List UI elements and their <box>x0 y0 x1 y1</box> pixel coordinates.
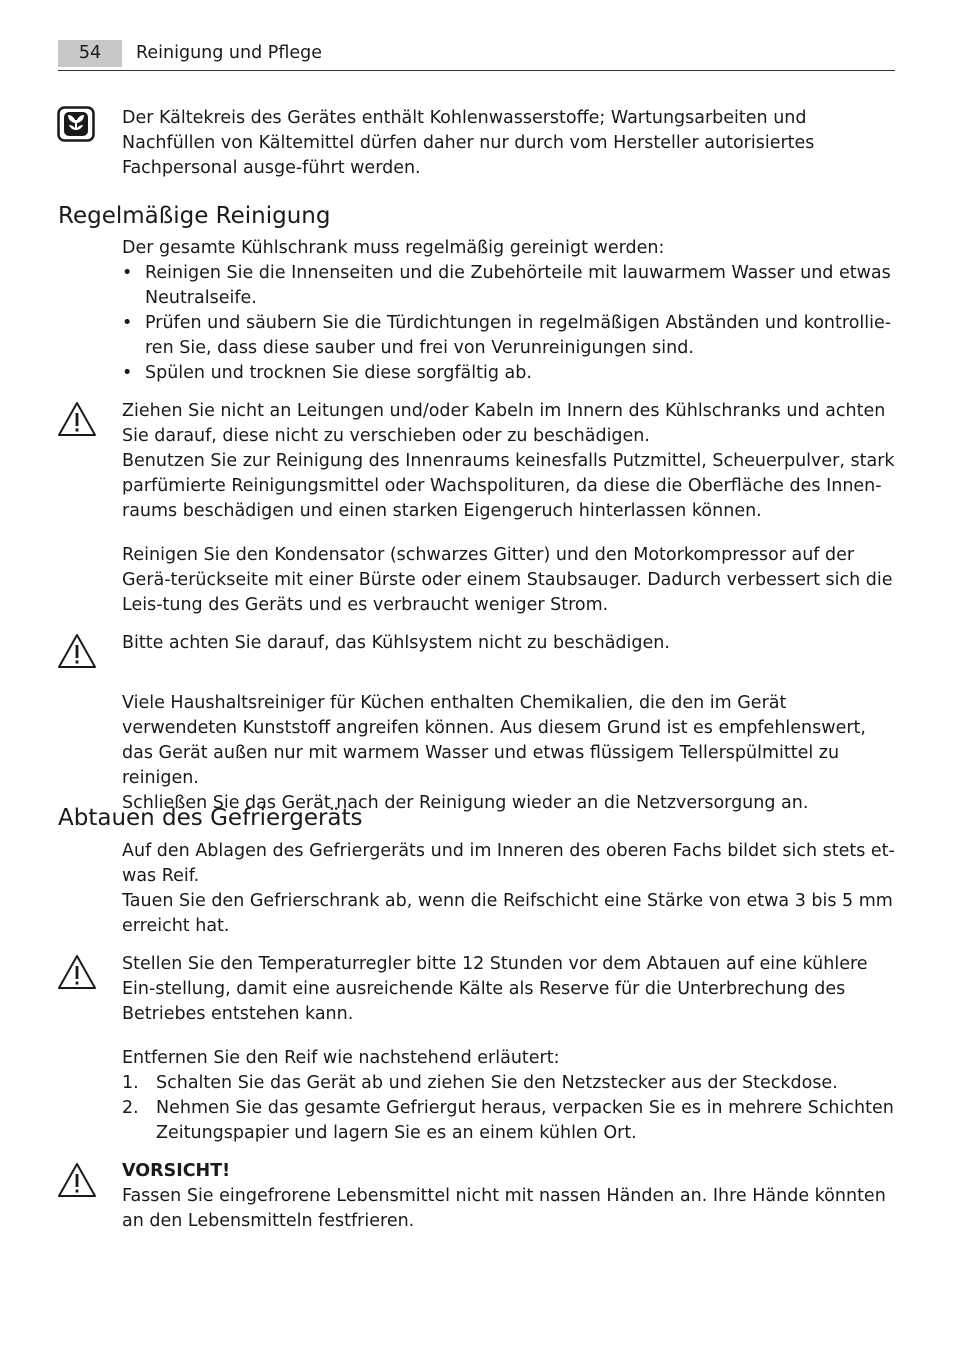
defrost-steps <box>122 1071 897 1146</box>
list-item <box>122 1096 897 1146</box>
list-item: • Reinigen Sie die Innenseiten und die Zubehörteile mit lauwarmem Wasser und etwas Neutralseife. <box>122 261 897 311</box>
environment-note-text: Der Kältekreis des Gerätes enthält Kohlenwasserstoffe; Wartungsarbeiten und Nachfüllen von Kältemittel dürfen daher nur durch vom Hersteller autorisiertes Fachpersonal ausge-führt werden. <box>122 108 815 178</box>
warning-temperature <box>122 952 897 1027</box>
steps-intro-text: Entfernen Sie den Reif wie nachstehend erläutert: <box>122 1048 560 1068</box>
environment-note <box>122 106 897 181</box>
section-title-defrosting: Abtauen des Gefriergeräts <box>58 805 363 831</box>
list-item <box>122 1071 897 1096</box>
caution-text: Fassen Sie eingefrorene Lebensmittel nicht mit nassen Händen an. Ihre Hände könnten an den Lebensmitteln festfrieren. <box>122 1186 886 1231</box>
page-header <box>58 40 895 71</box>
warning-cables <box>122 399 897 524</box>
warning-triangle-icon <box>57 1162 97 1202</box>
header-title: Reinigung und Pflege <box>136 43 322 63</box>
steps-intro <box>122 1046 897 1071</box>
step-number: 1. <box>122 1073 139 1093</box>
warning-cooling-system-text: Bitte achten Sie darauf, das Kühlsystem nicht zu beschädigen. <box>122 633 670 653</box>
defrost-intro <box>122 839 897 939</box>
cleaners-paragraph <box>122 691 897 816</box>
warning-temperature-text: Stellen Sie den Temperaturregler bitte 12 Stunden vor dem Abtauen auf eine kühlere Ein-stellung, damit eine ausreichende Kälte als Reserve für die Unterbrechung des Betriebes entstehen kann. <box>122 954 868 1024</box>
cleaning-bullet-list <box>122 261 897 386</box>
frost-text: Auf den Ablagen des Gefriergeräts und im Inneren des oberen Fachs bildet sich stets et-was Reif. <box>122 841 895 886</box>
condenser-paragraph <box>122 543 897 618</box>
warning-triangle-icon <box>57 954 97 994</box>
step-number: 2. <box>122 1098 139 1118</box>
defrost-when-text: Tauen Sie den Gefrierschrank ab, wenn die Reifschicht eine Stärke von etwa 3 bis 5 mm erreicht hat. <box>122 891 893 936</box>
environment-icon <box>57 106 97 146</box>
cleaners-text: Viele Haushaltsreiniger für Küchen enthalten Chemikalien, die den im Gerät verwendeten Kunststoff angreifen können. Aus diesem Grund ist es empfehlenswert, das Gerät außen nur mit warmem Wasser und etwas flüssigem Tellerspülmittel zu reinigen. <box>122 693 866 788</box>
caution-title: VORSICHT! <box>122 1161 231 1181</box>
cleaning-intro <box>122 236 897 261</box>
warning-cables-text: Ziehen Sie nicht an Leitungen und/oder Kabeln im Innern des Kühlschranks und achten Sie darauf, diese nicht zu verschieben oder zu beschädigen. <box>122 401 886 446</box>
section-title-regular-cleaning: Regelmäßige Reinigung <box>58 203 331 229</box>
list-item: • Prüfen und säubern Sie die Türdichtungen in regelmäßigen Abständen und kontrollie-ren Sie, dass diese sauber und frei von Verunreinigungen sind. <box>122 311 897 361</box>
warning-triangle-icon <box>57 633 97 673</box>
warning-cooling-system <box>122 631 897 656</box>
step-text: Schalten Sie das Gerät ab und ziehen Sie den Netzstecker aus der Steckdose. <box>156 1073 838 1093</box>
list-item: • Spülen und trocknen Sie diese sorgfältig ab. <box>122 361 897 386</box>
caution-block <box>122 1159 897 1234</box>
page-number: 54 <box>58 40 122 67</box>
cleaning-intro-text: Der gesamte Kühlschrank muss regelmäßig gereinigt werden: <box>122 238 665 258</box>
reconnect-text: Schließen Sie das Gerät nach der Reinigung wieder an die Netzversorgung an. <box>122 793 809 813</box>
condenser-text: Reinigen Sie den Kondensator (schwarzes Gitter) und den Motorkompressor auf der Gerä-terückseite mit einer Bürste oder einem Staubsauger. Dadurch verbessert sich die Leis-tung des Geräts und es verbraucht weniger Strom. <box>122 545 893 615</box>
step-text: Nehmen Sie das gesamte Gefriergut heraus, verpacken Sie es in mehrere Schichten Zeitungspapier und lagern Sie es an einem kühlen Ort. <box>156 1098 894 1143</box>
warning-triangle-icon <box>57 401 97 441</box>
warning-cleaners-text: Benutzen Sie zur Reinigung des Innenraums keinesfalls Putzmittel, Scheuerpulver, stark parfümierte Reinigungsmittel oder Wachspolituren, da diese die Oberfläche des Innen-raums beschädigen und einen starken Eigengeruch hinterlassen können. <box>122 451 895 521</box>
